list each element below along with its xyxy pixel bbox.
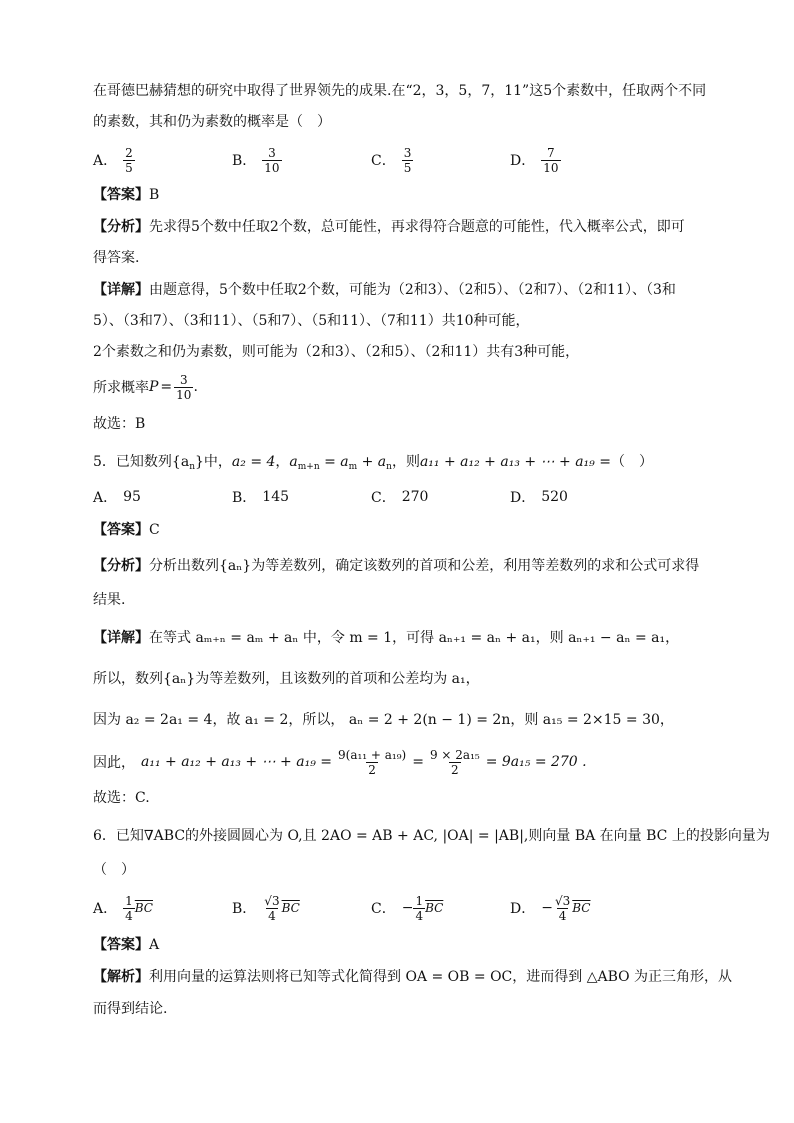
fraction: $\frac{√3}{4}$ [264, 893, 280, 923]
q6-answer [93, 935, 702, 955]
q4-option-c: C． $\frac{3}{5}$ [371, 145, 412, 175]
q4-choose: 故选：B [93, 416, 146, 432]
fraction: $\frac{1}{4}$ [415, 893, 424, 923]
q5-detail-line2: 所以，数列{aₙ}为等差数列，且该数列的首项和公差均为 a₁， [93, 671, 480, 687]
vector-bc: $\overline{BC}$ [425, 901, 444, 915]
q6-option-d: D． − $\frac{√3}{4}$ $\overline{BC}$ [510, 893, 591, 923]
q5-detail-line1: 【详解】在等式 aₘ₊ₙ = aₘ + aₙ 中，令 m = 1，可得 aₙ₊₁ = aₙ + a₁，则 aₙ₊₁ − aₙ = a₁， [93, 630, 680, 646]
q6-stem-line2: （ ） [93, 862, 135, 878]
q5-analysis-line1: 【分析】分析出数列{aₙ}为等差数列，确定该数列的首项和公差，利用等差数列的求和公式可求得 [93, 558, 700, 574]
q5-answer [93, 520, 702, 540]
fraction: $\frac{2}{5}$ [125, 145, 133, 175]
q4-answer [93, 185, 702, 205]
q4-analysis-line1: 【分析】先求得5个数中任取2个数，总可能性，再求得符合题意的可能性，代入概率公式，即可 [93, 219, 685, 235]
q5-analysis-line2: 结果. [93, 592, 126, 608]
q6-option-b: B． $\frac{√3}{4}$ $\overline{BC}$ [232, 893, 300, 923]
q6-analysis-line1: 【解析】利用向量的运算法则将已知等式化简得到 OA = OB = OC，进而得到 △ABO 为正三角形，从 [93, 969, 733, 985]
q4-detail-line2: 5）、（3和7）、（3和11）、（5和7）、（5和11）、（7和11）共10种可能， [93, 313, 530, 329]
fraction: $\frac{7}{10}$ [543, 145, 559, 175]
q6-options [93, 888, 703, 928]
answer-tag: 【答案】 [93, 522, 149, 538]
answer-value: C [149, 522, 160, 538]
fraction: $\frac{3}{10}$ [264, 145, 280, 175]
analysis-tag: 【解析】 [93, 969, 149, 985]
q4-options [93, 140, 703, 180]
vector-bc: $\overline{BC}$ [281, 901, 300, 915]
analysis-tag: 【分析】 [93, 558, 149, 574]
fraction: $\frac{\text{9 × 2a₁₅}}{2}$ [429, 747, 480, 777]
q6-stem-line1: 6．已知∇ABC的外接圆圆心为 O,且 2AO = AB + AC, |OA| = |AB|,则向量 BA 在向量 BC 上的投影向量为 [93, 828, 770, 844]
q5-option-d: D． 520 [510, 489, 568, 506]
q5-detail-line3: 因为 a₂ = 2a₁ = 4，故 a₁ = 2，所以， aₙ = 2 + 2(n − 1) = 2n，则 a₁₅ = 2×15 = 30， [93, 712, 674, 728]
q4-stem-line1: 在哥德巴赫猜想的研究中取得了世界领先的成果.在“2，3，5，7，11”这5个素数中，任取两个不同 [93, 83, 707, 99]
answer-tag: 【答案】 [93, 187, 149, 203]
q5-option-b: B． 145 [232, 489, 290, 506]
q4-option-d: D． $\frac{7}{10}$ [510, 145, 559, 175]
q4-option-a: A． $\frac{2}{5}$ [93, 145, 133, 175]
q4-probability: 所求概率 P = $\frac{3}{10}$ . [93, 372, 198, 402]
q5-option-a: A． 95 [93, 489, 141, 506]
answer-tag: 【答案】 [93, 937, 149, 953]
fraction: $\frac{3}{10}$ [176, 372, 192, 402]
q5-options [93, 477, 703, 517]
vector-bc: $\overline{BC}$ [134, 901, 153, 915]
q4-detail-line1: 【详解】由题意得，5个数中任取2个数，可能为（2和3）、（2和5）、（2和7）、（2和11）、（3和 [93, 282, 676, 298]
fraction: $\frac{\text{9(a₁₁ + a₁₉)}}{2}$ [338, 747, 407, 777]
q6-option-c: C． − $\frac{1}{4}$ $\overline{BC}$ [371, 893, 444, 923]
q6-analysis-line2: 而得到结论. [93, 1001, 168, 1017]
fraction: $\frac{3}{5}$ [403, 145, 412, 175]
fraction: $\frac{√3}{4}$ [554, 893, 571, 923]
q5-stem: 5．已知数列$\{a_n\}$中，a₂ = 4，$a_{m+n} = a_m + a_n$，则a₁₁ + a₁₂ + a₁₃ + ⋯ + a₁₉ =（ ） [93, 454, 653, 472]
q5-detail-line4: 因此， a₁₁ + a₁₂ + a₁₃ + ⋯ + a₁₉ = $\frac{\text{9(a₁₁ + a₁₉)}}{2}$ = $\frac{\text{9 × 2a₁₅}}{2}$ = 9a₁₅ = 270 . [93, 747, 587, 777]
q4-detail-line3: 2个素数之和仍为素数，则可能为（2和3）、（2和5）、（2和11）共有3种可能， [93, 344, 580, 360]
fraction: $\frac{1}{4}$ [125, 893, 133, 923]
answer-value: B [149, 187, 160, 203]
vector-bc: $\overline{BC}$ [572, 901, 591, 915]
q4-analysis-line2: 得答案. [93, 250, 140, 266]
q5-option-c: C． 270 [371, 489, 429, 506]
analysis-tag: 【分析】 [93, 219, 149, 235]
detail-tag: 【详解】 [93, 630, 149, 646]
q4-stem-line2: 的素数，其和仍为素数的概率是（ ） [93, 114, 331, 130]
q5-choose: 故选：C. [93, 790, 150, 806]
answer-value: A [149, 937, 160, 953]
detail-tag: 【详解】 [93, 282, 149, 298]
q6-option-a: A． $\frac{1}{4}$ $\overline{BC}$ [93, 893, 153, 923]
q4-option-b: B． $\frac{3}{10}$ [232, 145, 280, 175]
